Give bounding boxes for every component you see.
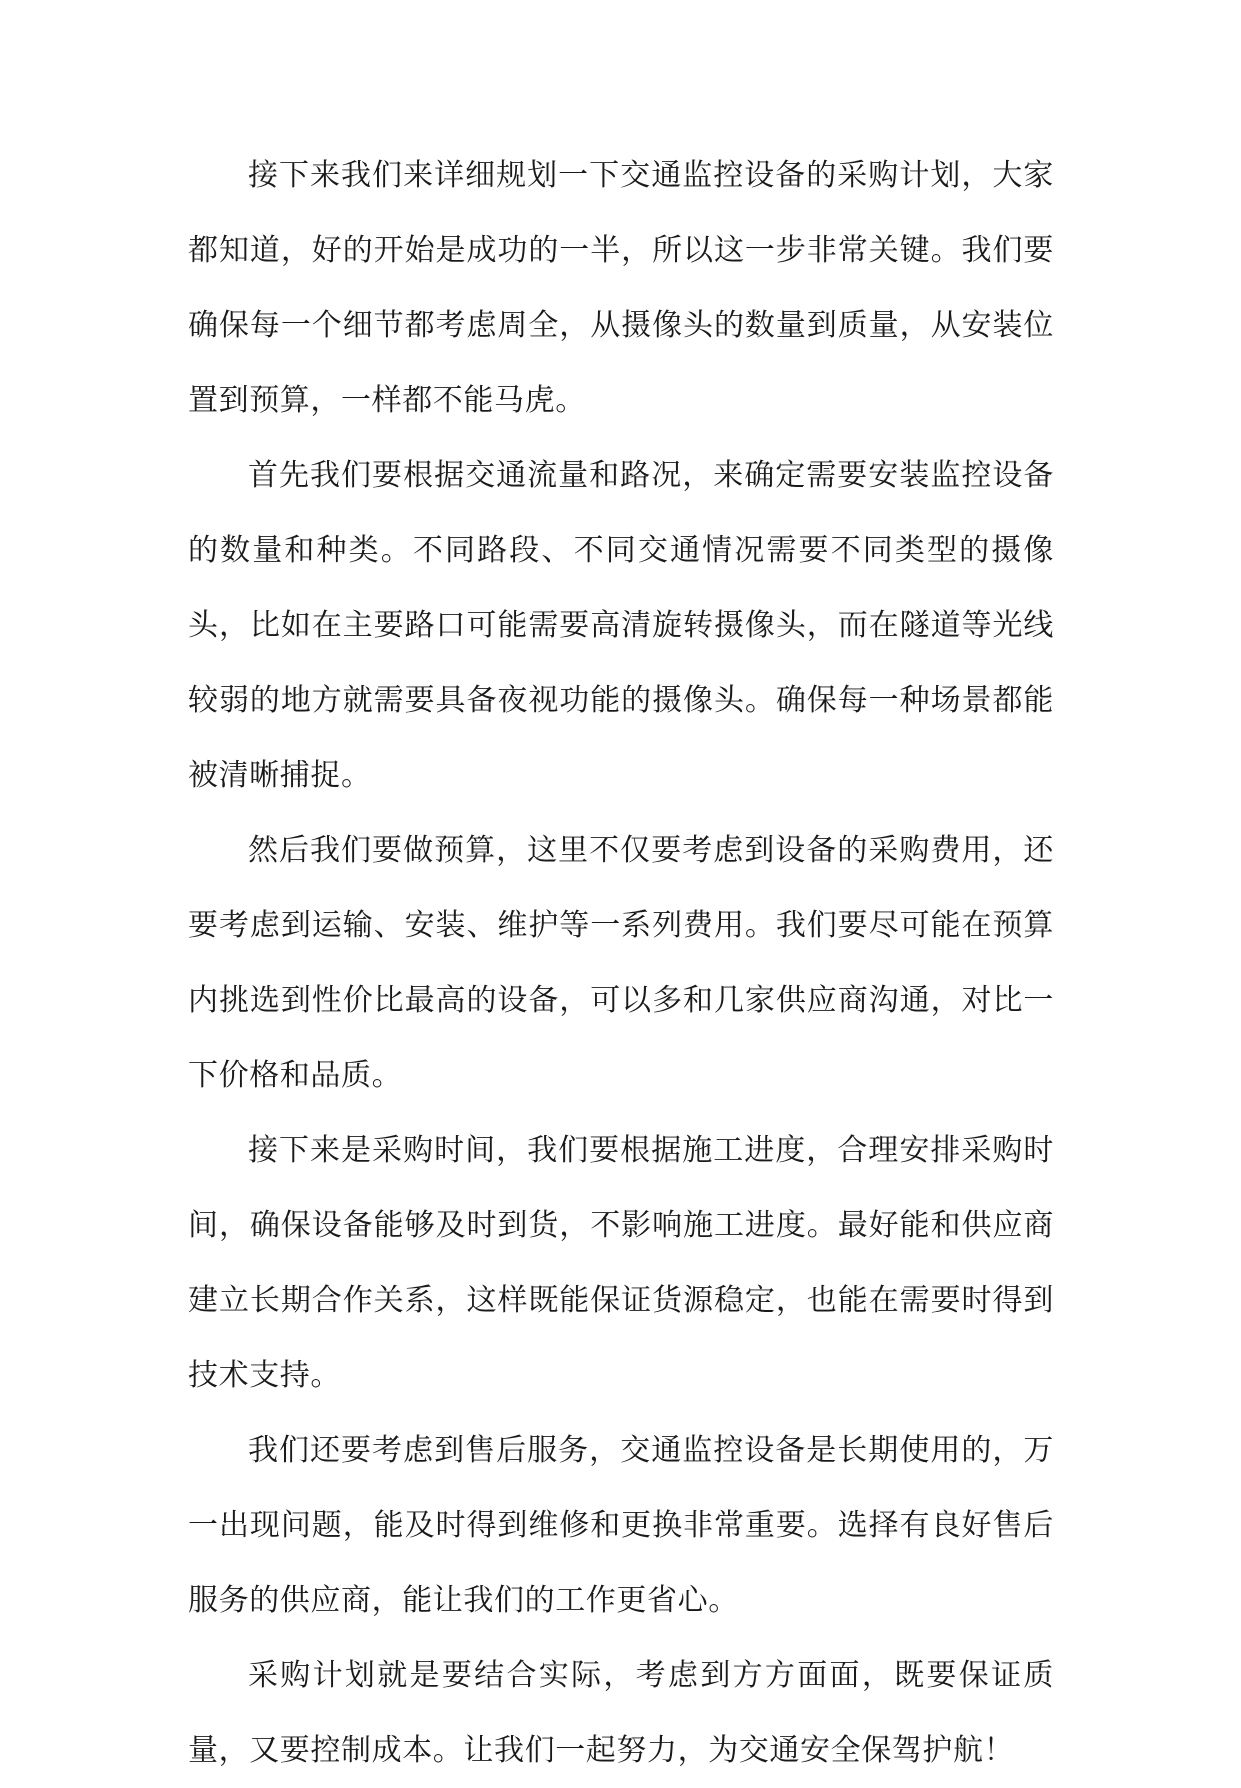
- document-body: [188, 138, 1054, 1788]
- paragraph: 接下来我们来详细规划一下交通监控设备的采购计划，大家都知道，好的开始是成功的一半，所以这一步非常关键。我们要确保每一个细节都考虑周全，从摄像头的数量到质量，从安装位置到预算，一样都不能马虎。: [188, 158, 1054, 418]
- paragraph: 接下来是采购时间，我们要根据施工进度，合理安排采购时间，确保设备能够及时到货，不影响施工进度。最好能和供应商建立长期合作关系，这样既能保证货源稳定，也能在需要时得到技术支持。: [188, 1133, 1054, 1393]
- paragraph: 采购计划就是要结合实际，考虑到方方面面，既要保证质量，又要控制成本。让我们一起努力，为交通安全保驾护航！: [188, 1658, 1054, 1768]
- paragraph: 首先我们要根据交通流量和路况，来确定需要安装监控设备的数量和种类。不同路段、不同交通情况需要不同类型的摄像头，比如在主要路口可能需要高清旋转摄像头，而在隧道等光线较弱的地方就需要具备夜视功能的摄像头。确保每一种场景都能被清晰捕捉。: [188, 458, 1054, 793]
- paragraph: 我们还要考虑到售后服务，交通监控设备是长期使用的，万一出现问题，能及时得到维修和更换非常重要。选择有良好售后服务的供应商，能让我们的工作更省心。: [188, 1433, 1054, 1618]
- paragraph: 然后我们要做预算，这里不仅要考虑到设备的采购费用，还要考虑到运输、安装、维护等一系列费用。我们要尽可能在预算内挑选到性价比最高的设备，可以多和几家供应商沟通，对比一下价格和品质。: [188, 833, 1054, 1093]
